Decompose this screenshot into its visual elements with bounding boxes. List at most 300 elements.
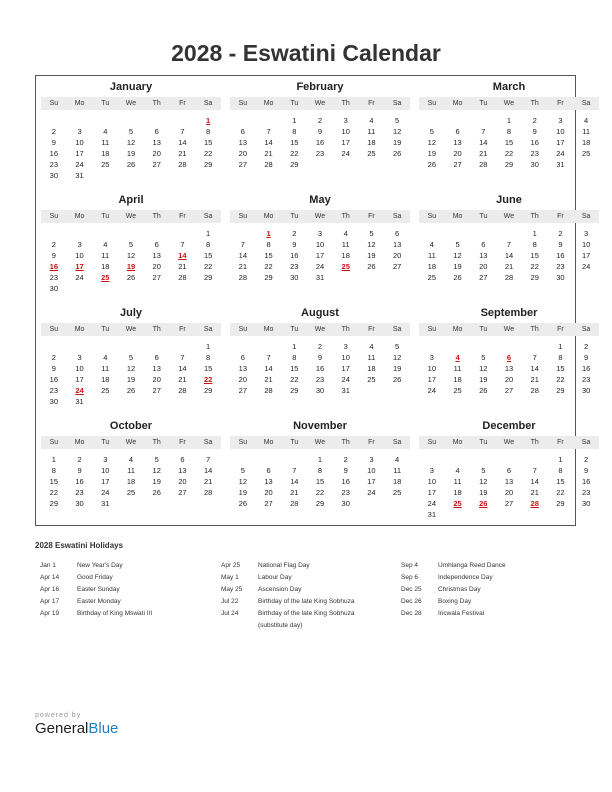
day-cell: 6 xyxy=(180,455,185,464)
day-cell: 31 xyxy=(75,171,84,180)
day-cell: 29 xyxy=(556,499,565,508)
day-cell: 12 xyxy=(152,466,161,475)
holiday-row xyxy=(221,596,386,608)
day-cell: 18 xyxy=(427,262,437,271)
weekday-label: Tu xyxy=(290,213,299,220)
day-cell: 13 xyxy=(238,364,248,373)
weekday-label: Su xyxy=(238,213,248,220)
day-cell: 24 xyxy=(367,488,376,497)
empty-cell xyxy=(445,454,471,465)
day-cell: 17 xyxy=(341,138,350,147)
weekday-label: Su xyxy=(49,326,59,333)
empty-cell xyxy=(41,341,67,352)
day-cell: 20 xyxy=(238,375,248,384)
day-cell: 27 xyxy=(392,262,402,271)
day-cell: 15 xyxy=(49,477,59,486)
day-cell: 2 xyxy=(77,455,82,464)
day-cell: 11 xyxy=(582,127,591,136)
weekday-header xyxy=(41,436,221,449)
day-cell: 15 xyxy=(203,138,213,147)
weekday-label: We xyxy=(503,439,515,446)
day-cell: 7 xyxy=(206,455,211,464)
weekday-label: Tu xyxy=(479,213,488,220)
empty-cell xyxy=(419,115,445,126)
day-cell: 13 xyxy=(504,477,514,486)
day-cell: 1 xyxy=(317,455,323,464)
weekday-label: Fr xyxy=(557,100,564,107)
holiday-row xyxy=(401,572,566,584)
month-june xyxy=(419,193,599,306)
weekday-label: Fr xyxy=(557,213,564,220)
day-cell: 17 xyxy=(341,364,350,373)
day-cell: 24 xyxy=(581,262,591,271)
day-cell: 7 xyxy=(481,127,486,136)
day-cell: 7 xyxy=(180,240,185,249)
holiday-day-cell: 25 xyxy=(101,273,110,282)
weekday-label: Sa xyxy=(581,100,591,107)
empty-cell xyxy=(144,228,170,239)
day-cell: 24 xyxy=(427,386,437,395)
day-cell: 18 xyxy=(101,262,110,271)
day-cell: 24 xyxy=(75,273,84,282)
day-cell: 23 xyxy=(315,375,325,384)
day-grid xyxy=(41,341,221,407)
weekday-header xyxy=(41,97,221,110)
day-cell: 29 xyxy=(556,386,565,395)
weekday-label: Th xyxy=(152,213,161,220)
day-cell: 13 xyxy=(238,138,248,147)
day-cell: 21 xyxy=(530,375,539,384)
day-cell: 17 xyxy=(556,138,565,147)
empty-cell xyxy=(470,454,496,465)
brand-name-part2: Blue xyxy=(88,720,119,737)
month-name: January xyxy=(109,81,153,93)
holiday-date: Apr 14 xyxy=(40,574,60,581)
weekday-label: Mo xyxy=(452,326,463,333)
day-cell: 27 xyxy=(238,160,248,169)
weekday-label: Tu xyxy=(290,100,299,107)
empty-cell xyxy=(118,115,144,126)
day-cell: 11 xyxy=(393,466,402,475)
holiday-row xyxy=(401,560,566,572)
empty-cell xyxy=(470,115,496,126)
day-cell: 3 xyxy=(103,455,108,464)
day-cell: 15 xyxy=(290,364,299,373)
month-name: August xyxy=(301,307,339,319)
day-cell: 23 xyxy=(49,386,59,395)
holiday-date: Sep 4 xyxy=(401,562,418,569)
day-cell: 8 xyxy=(506,127,512,136)
day-cell: 20 xyxy=(152,262,161,271)
holiday-name: Birthday of the late King Sobhuza xyxy=(258,610,355,617)
holiday-date: Apr 25 xyxy=(221,562,241,569)
day-cell: 15 xyxy=(203,251,213,260)
day-cell: 9 xyxy=(51,364,56,373)
weekday-label: Mo xyxy=(452,100,463,107)
day-grid xyxy=(230,115,410,170)
day-cell: 12 xyxy=(453,251,462,260)
empty-cell xyxy=(470,228,496,239)
day-grid xyxy=(41,115,221,181)
day-cell: 19 xyxy=(126,375,136,384)
day-cell: 27 xyxy=(264,499,273,508)
weekday-label: Mo xyxy=(263,213,274,220)
day-cell: 30 xyxy=(75,499,84,508)
day-cell: 9 xyxy=(532,127,537,136)
empty-cell xyxy=(522,341,548,352)
day-cell: 5 xyxy=(481,353,486,362)
holiday-day-cell: 1 xyxy=(206,116,211,125)
day-cell: 29 xyxy=(203,273,213,282)
day-cell: 19 xyxy=(392,138,402,147)
day-cell: 28 xyxy=(530,386,539,395)
weekday-label: We xyxy=(314,439,326,446)
day-cell: 21 xyxy=(504,262,514,271)
day-cell: 5 xyxy=(395,342,400,351)
empty-cell xyxy=(522,454,548,465)
month-august xyxy=(230,306,410,419)
day-cell: 4 xyxy=(103,127,108,136)
day-cell: 16 xyxy=(49,149,59,158)
day-cell: 19 xyxy=(126,149,136,158)
weekday-header xyxy=(419,436,599,449)
day-cell: 23 xyxy=(315,149,325,158)
weekday-label: Su xyxy=(238,100,248,107)
month-september xyxy=(419,306,599,419)
weekday-header xyxy=(230,436,410,449)
empty-cell xyxy=(496,228,522,239)
empty-cell xyxy=(170,341,196,352)
weekday-label: Tu xyxy=(479,326,488,333)
day-cell: 5 xyxy=(240,466,245,475)
day-cell: 10 xyxy=(75,251,84,260)
day-cell: 18 xyxy=(367,138,376,147)
holiday-date: Dec 26 xyxy=(401,598,422,605)
day-cell: 31 xyxy=(556,160,565,169)
holiday-row xyxy=(40,584,205,596)
holiday-name: Birthday of the late King Sobhuza xyxy=(258,598,355,605)
empty-cell xyxy=(445,115,471,126)
calendar-grid xyxy=(35,75,591,526)
day-cell: 23 xyxy=(530,149,539,158)
weekday-label: We xyxy=(503,213,515,220)
day-cell: 16 xyxy=(581,364,591,373)
day-cell: 16 xyxy=(530,138,539,147)
holiday-row xyxy=(221,608,386,620)
day-grid xyxy=(419,341,599,396)
day-cell: 6 xyxy=(395,229,400,238)
day-cell: 13 xyxy=(264,477,273,486)
holiday-row xyxy=(40,608,205,620)
day-cell: 10 xyxy=(427,364,437,373)
day-cell: 24 xyxy=(341,375,350,384)
empty-cell xyxy=(445,228,471,239)
day-cell: 20 xyxy=(152,149,161,158)
day-cell: 9 xyxy=(584,466,589,475)
empty-cell xyxy=(144,341,170,352)
day-cell: 16 xyxy=(75,477,84,486)
month-name: June xyxy=(496,194,522,206)
day-cell: 6 xyxy=(154,240,159,249)
empty-cell xyxy=(170,115,196,126)
month-name: July xyxy=(119,307,142,319)
holiday-name: Easter Sunday xyxy=(77,586,120,593)
day-cell: 2 xyxy=(584,455,589,464)
empty-cell xyxy=(41,115,67,126)
day-cell: 13 xyxy=(504,364,514,373)
holiday-name: Umhlanga Reed Dance xyxy=(438,562,506,569)
holiday-name: Christmas Day xyxy=(438,586,481,593)
day-cell: 23 xyxy=(290,262,299,271)
day-cell: 26 xyxy=(238,499,248,508)
month-october xyxy=(41,419,221,532)
weekday-label: Fr xyxy=(368,439,375,446)
day-cell: 24 xyxy=(341,149,350,158)
day-cell: 3 xyxy=(584,229,589,238)
weekday-label: Mo xyxy=(74,326,85,333)
day-cell: 22 xyxy=(504,149,514,158)
weekday-label: Sa xyxy=(203,326,213,333)
day-cell: 19 xyxy=(367,251,376,260)
weekday-label: We xyxy=(125,326,137,333)
day-cell: 17 xyxy=(581,251,591,260)
weekday-label: Fr xyxy=(179,213,186,220)
weekday-label: We xyxy=(503,100,515,107)
day-cell: 23 xyxy=(49,160,59,169)
day-cell: 29 xyxy=(315,499,325,508)
day-cell: 10 xyxy=(315,240,325,249)
day-cell: 8 xyxy=(51,466,56,475)
day-cell: 24 xyxy=(101,488,110,497)
day-cell: 19 xyxy=(392,364,402,373)
empty-cell xyxy=(67,341,93,352)
day-cell: 17 xyxy=(427,375,437,384)
month-april xyxy=(41,193,221,306)
day-cell: 27 xyxy=(453,160,462,169)
weekday-header xyxy=(419,323,599,336)
day-cell: 9 xyxy=(584,353,589,362)
day-cell: 1 xyxy=(558,455,563,464)
day-cell: 10 xyxy=(341,353,350,362)
day-cell: 30 xyxy=(49,171,59,180)
weekday-label: Su xyxy=(238,326,248,333)
day-cell: 30 xyxy=(49,397,59,406)
day-cell: 16 xyxy=(556,251,565,260)
day-cell: 19 xyxy=(427,149,437,158)
empty-cell xyxy=(419,228,445,239)
day-cell: 13 xyxy=(453,138,462,147)
day-cell: 19 xyxy=(479,375,488,384)
day-cell: 31 xyxy=(75,397,84,406)
day-cell: 22 xyxy=(556,375,565,384)
day-cell: 1 xyxy=(532,229,537,238)
day-cell: 20 xyxy=(504,375,514,384)
day-cell: 30 xyxy=(49,284,59,293)
holiday-day-cell: 16 xyxy=(49,262,59,271)
day-cell: 24 xyxy=(556,149,565,158)
day-cell: 19 xyxy=(238,488,248,497)
day-cell: 26 xyxy=(367,262,376,271)
day-cell: 20 xyxy=(504,488,514,497)
day-cell: 12 xyxy=(126,138,136,147)
holiday-name: Good Friday xyxy=(77,574,113,581)
empty-cell xyxy=(256,341,282,352)
day-cell: 19 xyxy=(152,477,161,486)
day-cell: 2 xyxy=(317,342,323,351)
day-cell: 19 xyxy=(453,262,462,271)
day-cell: 5 xyxy=(128,240,134,249)
day-cell: 11 xyxy=(453,477,462,486)
day-cell: 31 xyxy=(427,510,437,519)
day-cell: 12 xyxy=(427,138,437,147)
weekday-label: Sa xyxy=(581,439,591,446)
day-cell: 8 xyxy=(558,353,563,362)
weekday-label: Mo xyxy=(263,326,274,333)
month-may xyxy=(230,193,410,306)
empty-cell xyxy=(445,341,471,352)
day-cell: 7 xyxy=(266,353,271,362)
day-cell: 8 xyxy=(266,240,271,249)
day-cell: 22 xyxy=(203,149,213,158)
day-cell: 26 xyxy=(152,488,161,497)
day-cell: 1 xyxy=(292,342,297,351)
day-cell: 8 xyxy=(558,466,563,475)
day-cell: 27 xyxy=(504,499,514,508)
weekday-label: Th xyxy=(341,326,350,333)
month-name: November xyxy=(293,420,347,432)
holiday-day-cell: 4 xyxy=(455,353,460,362)
empty-cell xyxy=(92,115,118,126)
holiday-row xyxy=(40,596,205,608)
day-cell: 1 xyxy=(51,455,56,464)
holiday-name: Independence Day xyxy=(438,574,493,581)
weekday-label: Mo xyxy=(74,213,85,220)
day-cell: 10 xyxy=(341,127,350,136)
weekday-label: Mo xyxy=(452,213,463,220)
day-cell: 15 xyxy=(556,364,565,373)
day-cell: 30 xyxy=(315,386,325,395)
holiday-date: Sep 6 xyxy=(401,574,418,581)
day-cell: 30 xyxy=(581,499,591,508)
holidays-heading: 2028 Eswatini Holidays xyxy=(35,541,124,550)
day-cell: 8 xyxy=(206,353,211,362)
day-cell: 21 xyxy=(530,488,539,497)
brand-name-part1: General xyxy=(35,720,89,737)
holiday-day-cell: 25 xyxy=(453,499,462,508)
weekday-label: Su xyxy=(49,439,59,446)
day-cell: 27 xyxy=(152,273,161,282)
day-cell: 18 xyxy=(392,477,402,486)
holiday-day-cell: 6 xyxy=(506,353,512,362)
day-grid xyxy=(419,228,599,283)
day-cell: 5 xyxy=(455,240,460,249)
day-cell: 18 xyxy=(341,251,350,260)
day-cell: 21 xyxy=(290,488,299,497)
day-cell: 16 xyxy=(581,477,591,486)
weekday-header xyxy=(230,210,410,223)
day-cell: 28 xyxy=(178,386,187,395)
day-cell: 3 xyxy=(77,240,82,249)
day-cell: 15 xyxy=(530,251,539,260)
day-cell: 7 xyxy=(532,466,537,475)
holiday-date: Apr 19 xyxy=(40,610,60,617)
empty-cell xyxy=(419,454,445,465)
day-cell: 14 xyxy=(479,138,488,147)
day-cell: 7 xyxy=(292,466,297,475)
empty-cell xyxy=(470,341,496,352)
day-cell: 9 xyxy=(558,240,563,249)
day-cell: 24 xyxy=(75,160,84,169)
day-cell: 8 xyxy=(292,353,297,362)
empty-cell xyxy=(92,228,118,239)
day-cell: 8 xyxy=(317,466,323,475)
weekday-header xyxy=(419,97,599,110)
day-cell: 29 xyxy=(530,273,539,282)
day-cell: 21 xyxy=(264,149,273,158)
holiday-row xyxy=(401,596,566,608)
weekday-label: Fr xyxy=(557,326,564,333)
day-cell: 11 xyxy=(127,466,135,475)
day-cell: 12 xyxy=(392,353,402,362)
day-cell: 5 xyxy=(429,127,434,136)
day-cell: 26 xyxy=(392,149,402,158)
day-cell: 3 xyxy=(558,116,563,125)
holiday-name: Incwala Festival xyxy=(438,610,485,617)
month-name: December xyxy=(482,420,536,432)
day-cell: 7 xyxy=(532,353,537,362)
holiday-day-cell: 24 xyxy=(75,386,84,395)
day-cell: 11 xyxy=(101,138,110,147)
day-cell: 22 xyxy=(290,149,299,158)
day-cell: 4 xyxy=(395,455,400,464)
day-cell: 3 xyxy=(343,342,348,351)
day-cell: 17 xyxy=(315,251,325,260)
weekday-label: Tu xyxy=(290,326,299,333)
day-cell: 18 xyxy=(453,375,462,384)
weekday-label: Tu xyxy=(290,439,299,446)
weekday-label: We xyxy=(125,439,137,446)
month-january xyxy=(41,80,221,193)
weekday-label: Mo xyxy=(74,100,85,107)
holiday-name: Labour Day xyxy=(258,574,292,581)
holiday-name: (substitute day) xyxy=(258,622,303,629)
empty-cell xyxy=(144,115,170,126)
month-name: February xyxy=(296,81,344,93)
day-cell: 19 xyxy=(479,488,488,497)
holiday-day-cell: 17 xyxy=(75,262,84,271)
day-cell: 26 xyxy=(126,160,136,169)
day-cell: 10 xyxy=(367,466,376,475)
day-cell: 15 xyxy=(203,364,213,373)
weekday-label: Sa xyxy=(581,213,591,220)
day-cell: 18 xyxy=(126,477,136,486)
day-cell: 23 xyxy=(581,375,591,384)
day-grid xyxy=(41,228,221,294)
weekday-label: Su xyxy=(427,439,437,446)
day-cell: 4 xyxy=(369,342,374,351)
empty-cell xyxy=(496,454,522,465)
day-cell: 24 xyxy=(315,262,325,271)
weekday-header xyxy=(230,97,410,110)
day-cell: 25 xyxy=(126,488,136,497)
weekday-label: Su xyxy=(238,439,248,446)
day-cell: 3 xyxy=(317,229,323,238)
holiday-name: Boxing Day xyxy=(438,598,472,605)
empty-cell xyxy=(230,228,256,239)
day-cell: 22 xyxy=(556,488,565,497)
day-cell: 27 xyxy=(504,386,514,395)
day-grid xyxy=(230,341,410,396)
